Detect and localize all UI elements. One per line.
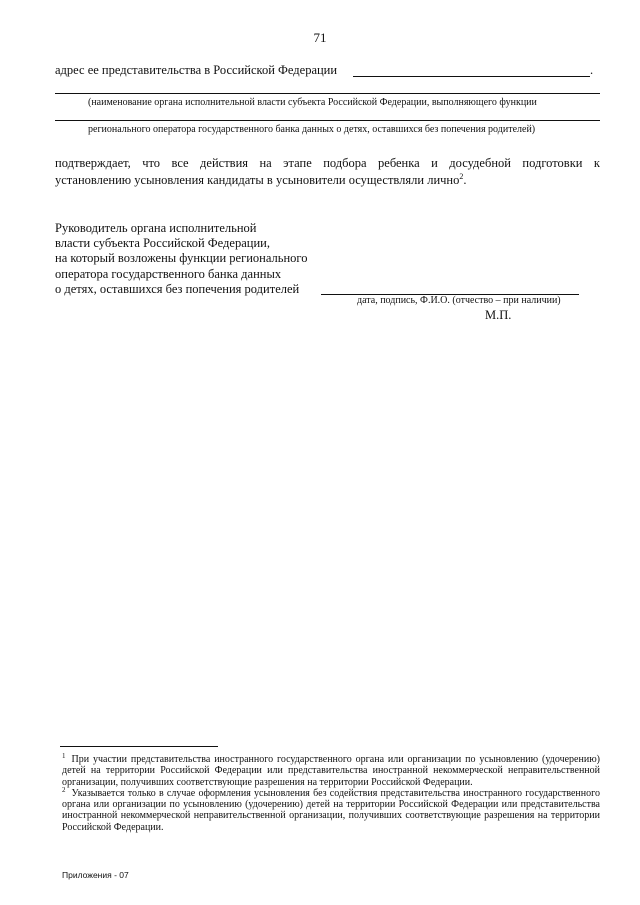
org-name-caption-line1: (наименование органа исполнительной власти субъекта Российской Федерации, выполняющего функции — [88, 97, 537, 108]
signatory-line: Руководитель органа исполнительной — [55, 221, 257, 235]
footnotes — [62, 751, 600, 833]
footnote-divider — [60, 746, 218, 747]
page-number: 71 — [313, 30, 327, 45]
page-footer: Приложения - 07 — [62, 870, 129, 880]
org-name-rule-1 — [55, 93, 600, 94]
signatory-block — [55, 221, 307, 297]
confirmation-end: . — [463, 173, 467, 187]
signatory-line: власти субъекта Российской Федерации, — [55, 236, 270, 251]
footnote-text: Указывается только в случае оформления усыновления без содействия представительства иностранного государственного органа или организации по усыновлению (удочерению) детей на территории Российской Федерации или представительства иностранной некоммерческой неправительственной организации, получивших соответствующие разрешения на территории Российской Федерации. — [62, 787, 600, 833]
address-end-mark: . — [590, 63, 594, 77]
signatory-line: на который возложены функции регионального — [55, 251, 308, 266]
confirmation-line1: подтверждает, что все действия на этапе подбора ребенка и досудебной подготовки к — [55, 156, 600, 170]
footnote-mark: 1 — [62, 751, 66, 760]
org-name-rule-2 — [55, 120, 600, 121]
org-name-caption-line2: регионального оператора государственного банка данных о детях, оставшихся без попечения родителей) — [88, 124, 536, 135]
address-label: адрес ее представительства в Российской Федерации — [55, 63, 338, 77]
confirmation-line2-text: установлению усыновления кандидаты в усыновители осуществляли лично — [55, 173, 460, 187]
footnote-text: При участии представительства иностранного государственного органа или организации по усыновлению (удочерению) детей на территории Российской Федерации или представительства иностранной некоммерческой неправительственной организации, получивших соответствующие разрешения на территории Российской Федерации. — [62, 754, 600, 788]
footnote-mark: 2 — [62, 785, 66, 794]
confirmation-paragraph — [55, 155, 600, 189]
confirmation-line2 — [55, 172, 600, 189]
footnote-ref-2: 2 — [459, 171, 464, 181]
stamp-mark: М.П. — [485, 308, 512, 322]
footnote-1 — [62, 751, 600, 788]
address-blank-line — [353, 76, 590, 77]
signature-caption: дата, подпись, Ф.И.О. (отчество – при наличии) — [357, 295, 561, 306]
signatory-line: о детях, оставшихся без попечения родителей — [55, 281, 300, 296]
footnote-2 — [62, 785, 600, 833]
signatory-line: оператора государственного банка данных — [55, 266, 282, 281]
